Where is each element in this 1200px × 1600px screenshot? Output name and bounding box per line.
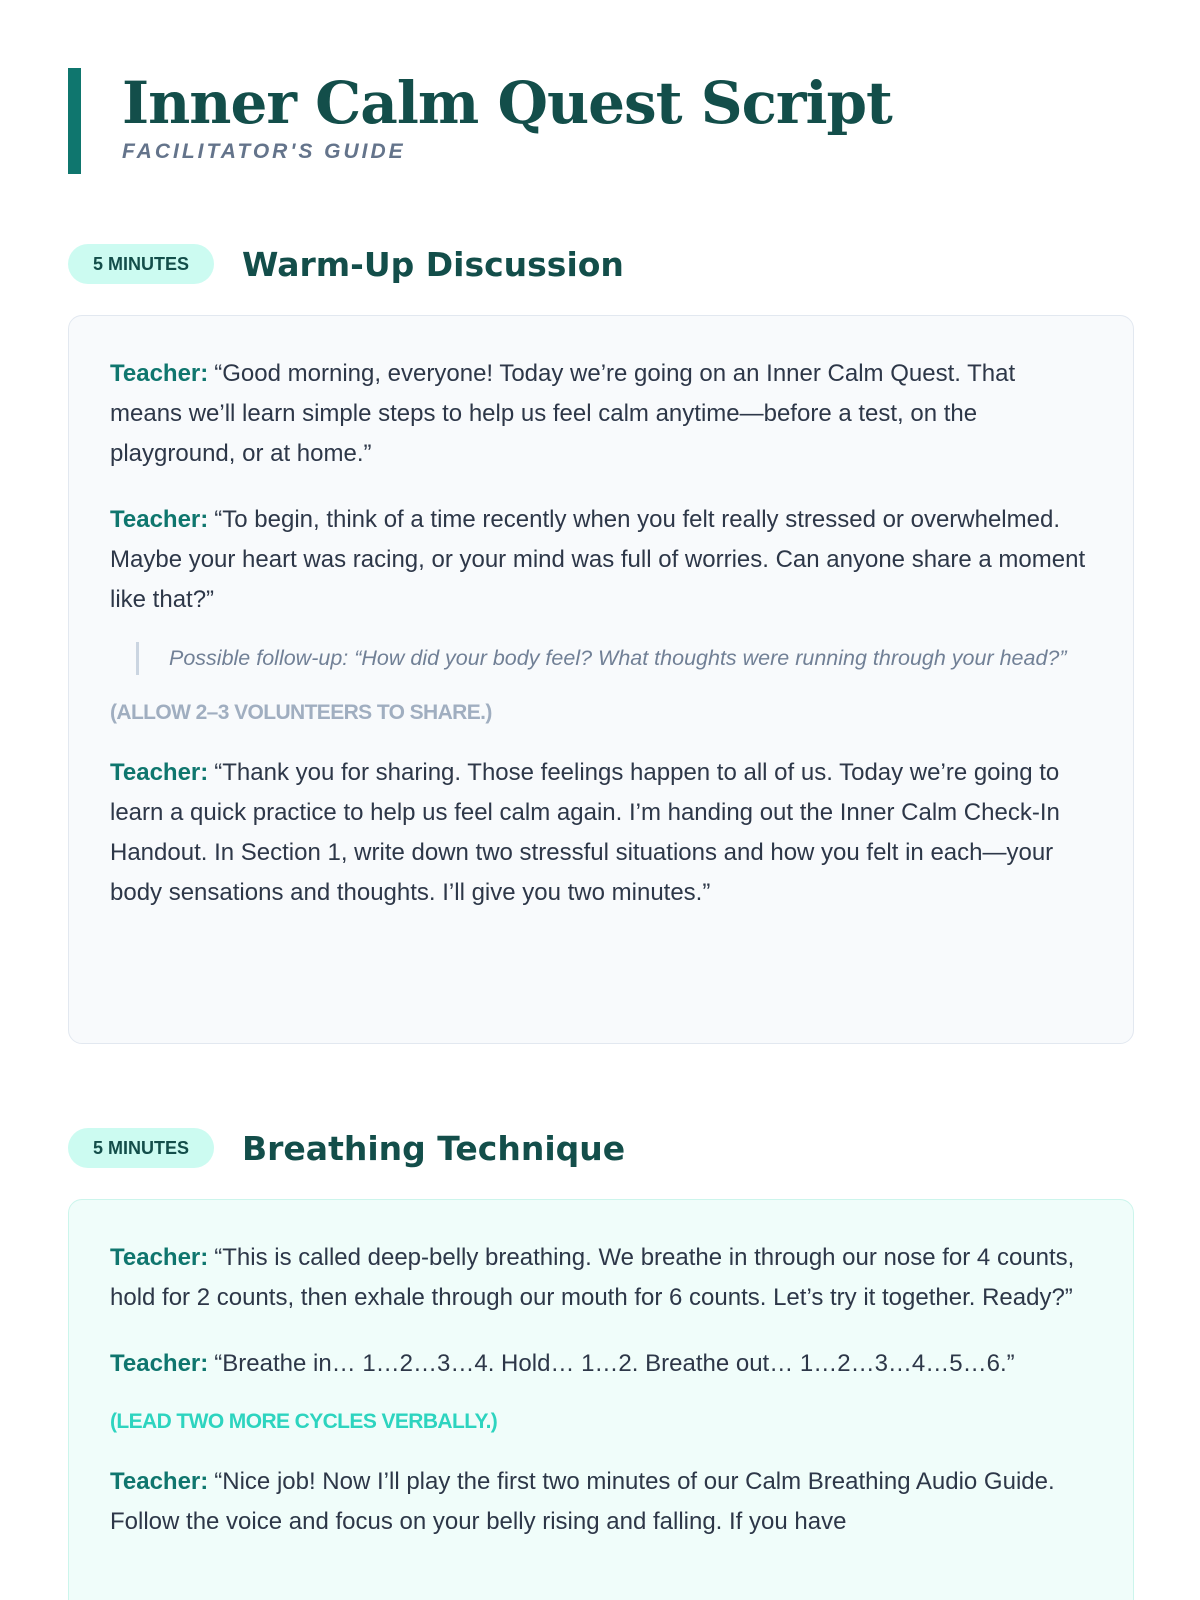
section-header-breathing	[68, 1127, 625, 1169]
time-badge: 5 MINUTES	[68, 244, 214, 284]
speaker-label: Teacher:	[110, 1244, 209, 1271]
speaker-label: Teacher:	[110, 360, 209, 387]
warm-up-card	[68, 315, 1134, 1044]
breathing-card	[68, 1199, 1134, 1600]
speaker-label: Teacher:	[110, 1468, 209, 1495]
dialogue-line	[110, 753, 1093, 913]
dialogue-line	[110, 500, 1093, 620]
stage-direction: (LEAD TWO MORE CYCLES VERBALLY.)	[110, 1410, 498, 1433]
stage-direction: (ALLOW 2–3 VOLUNTEERS TO SHARE.)	[110, 701, 492, 724]
dialogue-text: “To begin, think of a time recently when you felt really stressed or overwhelmed. Maybe your heart was racing, or your mind was full of worries. Can anyone share a moment like that?”	[110, 506, 1086, 613]
follow-up-note: Possible follow-up: “How did your body feel? What thoughts were running through your head?”	[136, 642, 1093, 675]
dialogue-line	[110, 1462, 1093, 1542]
dialogue-line	[110, 354, 1093, 474]
time-badge: 5 MINUTES	[68, 1128, 214, 1168]
dialogue-text: “This is called deep-belly breathing. We breathe in through our nose for 4 counts, hold for 2 counts, then exhale through our mouth for 6 counts. Let’s try it together. Ready?”	[110, 1244, 1075, 1311]
speaker-label: Teacher:	[110, 1350, 209, 1377]
section-title: Breathing Technique	[242, 1128, 626, 1168]
header-accent-bar	[68, 68, 81, 174]
section-header-warm-up	[68, 243, 624, 285]
dialogue-text: “Nice job! Now I’ll play the first two minutes of our Calm Breathing Audio Guide. Follow the voice and focus on your belly rising and falling. If you have	[110, 1468, 1055, 1535]
speaker-label: Teacher:	[110, 759, 209, 786]
dialogue-text: “Good morning, everyone! Today we’re going on an Inner Calm Quest. That means we’ll learn simple steps to help us feel calm anytime—before a test, on the playground, or at home.”	[110, 360, 1016, 467]
dialogue-line	[110, 1238, 1093, 1318]
dialogue-line	[110, 1344, 1093, 1384]
document-subtitle: FACILITATOR'S GUIDE	[122, 140, 406, 163]
dialogue-text: “Breathe in… 1…2…3…4. Hold… 1…2. Breathe out… 1…2…3…4…5…6.”	[214, 1350, 1015, 1377]
document-header	[68, 68, 892, 174]
dialogue-text: “Thank you for sharing. Those feelings happen to all of us. Today we’re going to learn a quick practice to help us feel calm again. I’m handing out the Inner Calm Check-In Handout. In Section 1, write down two stressful situations and how you felt in each—your body sensations and thoughts. I’ll give you two minutes.”	[110, 759, 1060, 906]
document-title: Inner Calm Quest Script	[122, 69, 892, 137]
section-title: Warm-Up Discussion	[242, 244, 624, 284]
speaker-label: Teacher:	[110, 506, 209, 533]
